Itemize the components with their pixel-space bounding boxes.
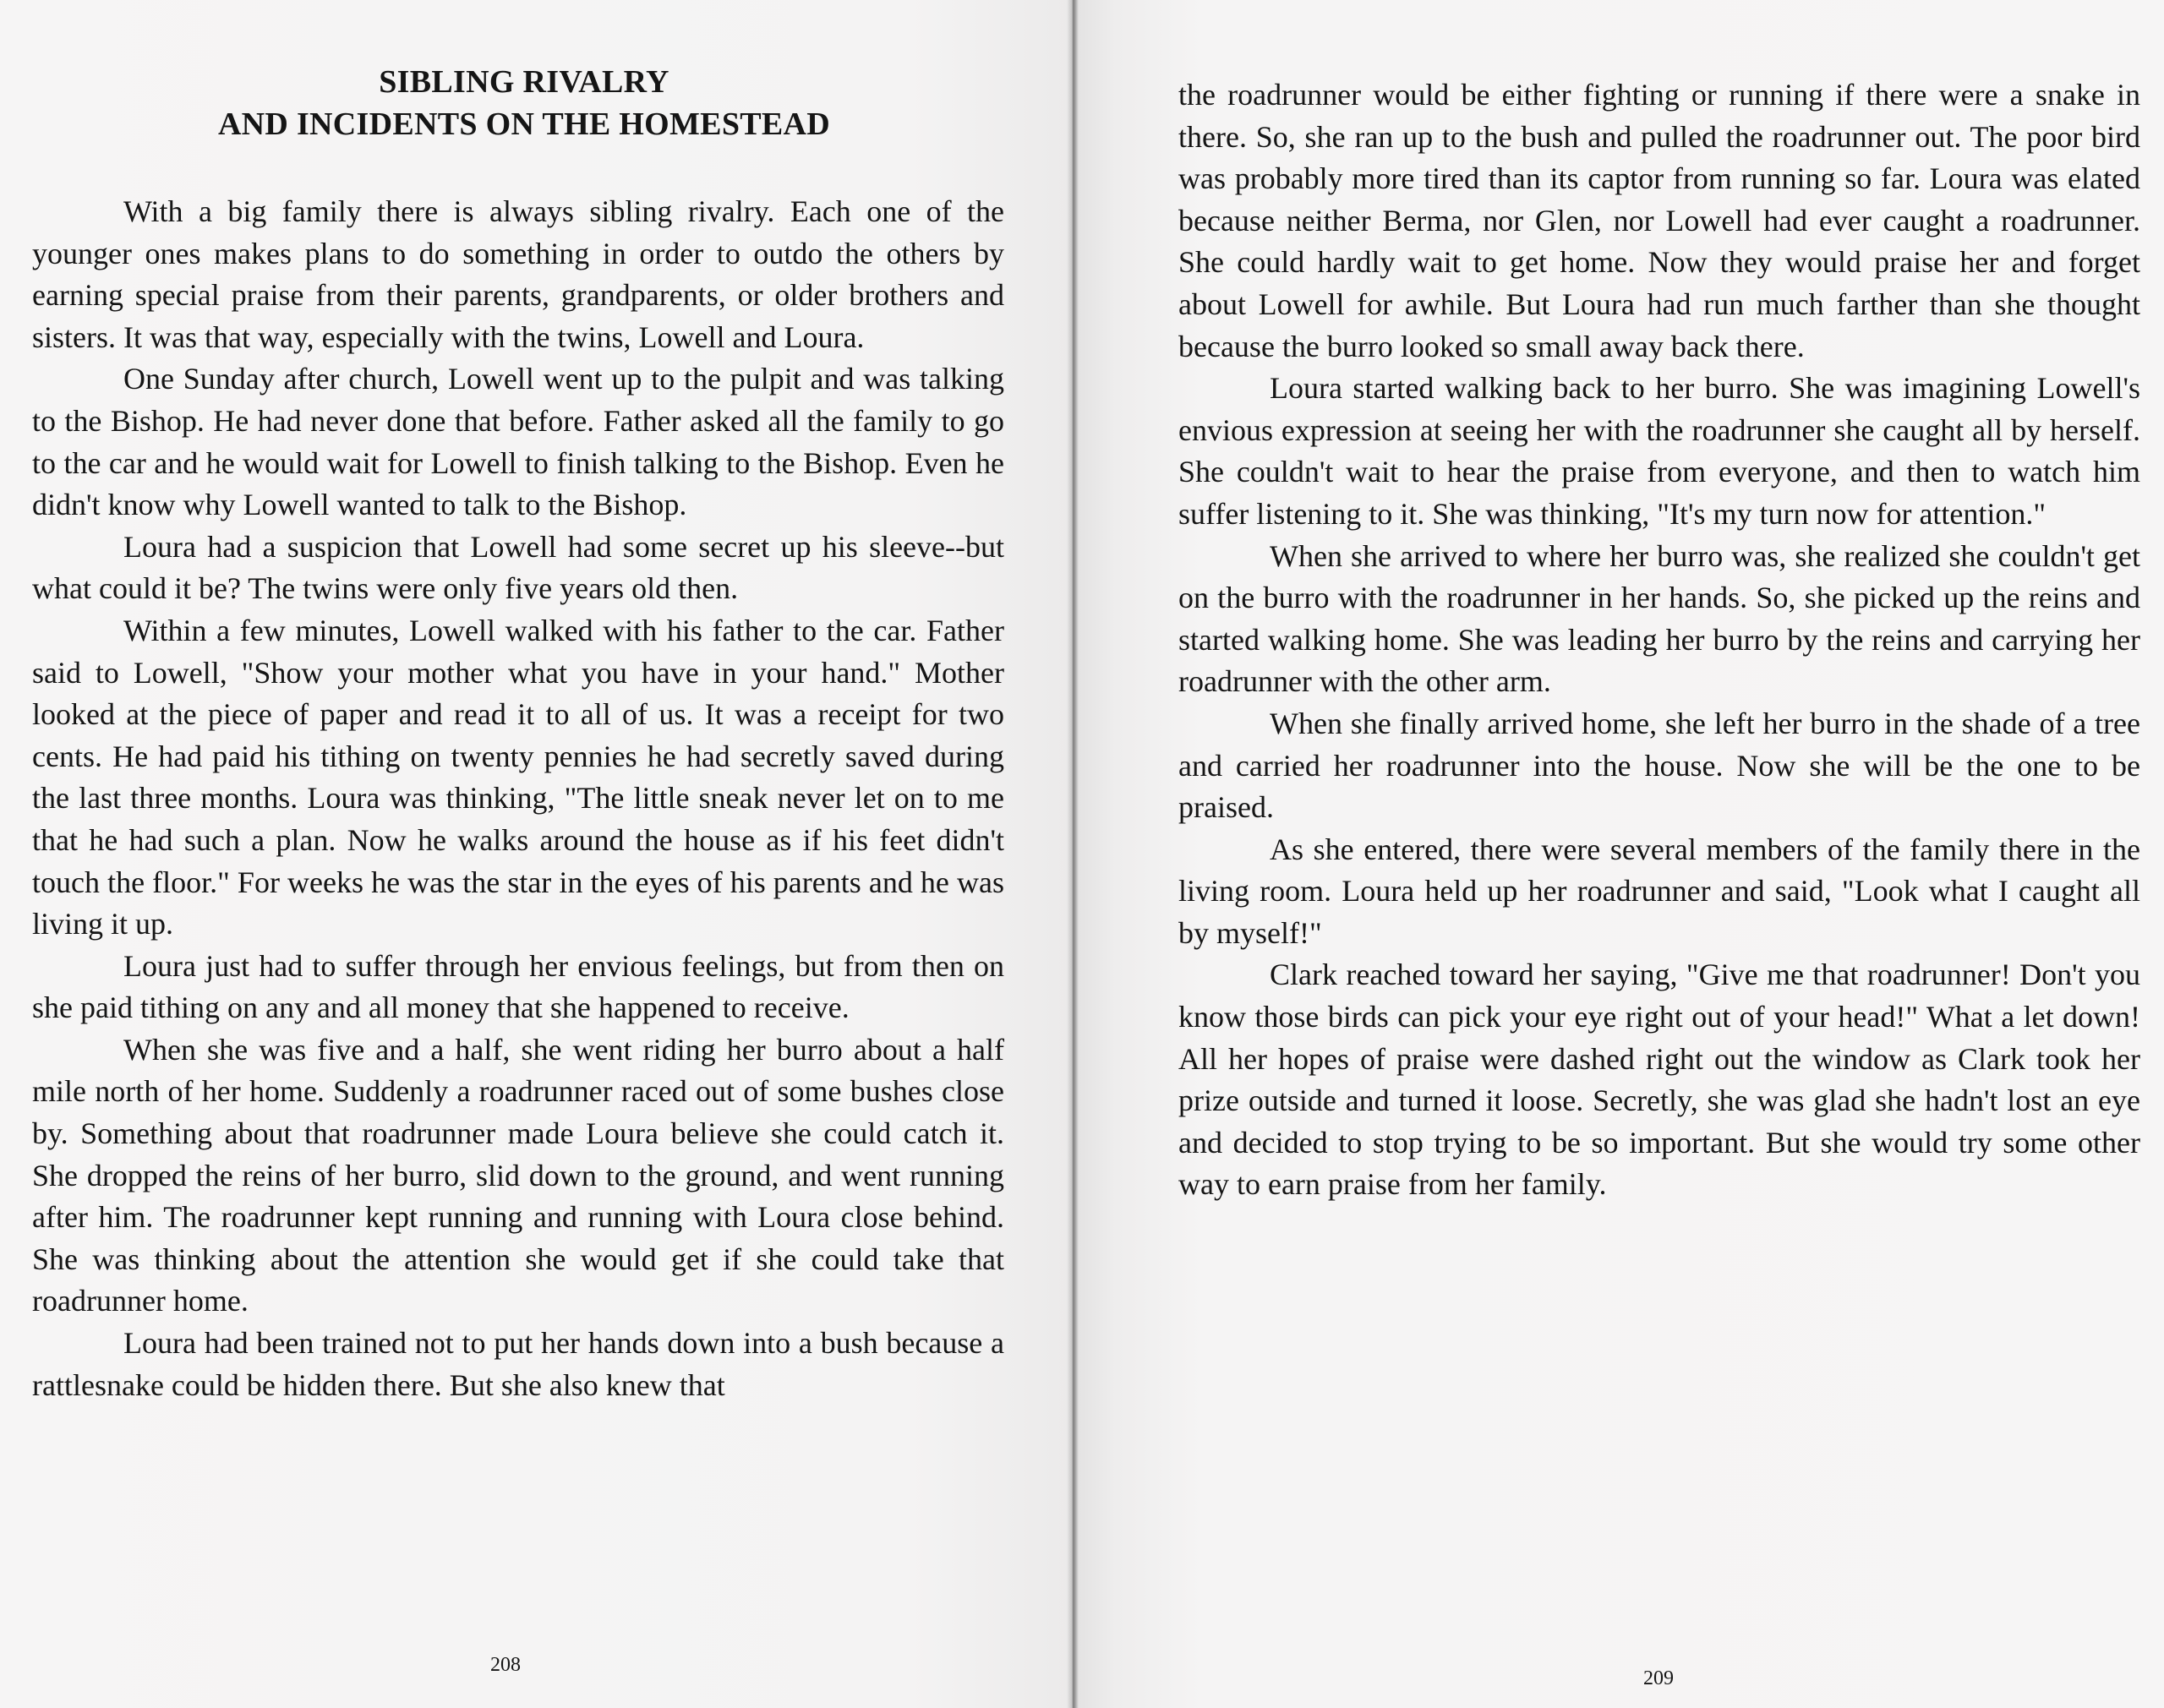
chapter-title (118, 61, 930, 145)
paragraph: Loura had been trained not to put her hands down into a bush because a rattlesnake could be hidden there. But she also knew that (32, 1326, 1004, 1402)
paragraph: When she was five and a half, she went riding her burro about a half mile north of her home. Suddenly a roadrunner raced out of some bushes close by. Something about that roadrunner made Loura believe she could catch it. She dropped the reins of her burro, slid down to the ground, and went running after him. The roadrunner kept running and running with Loura close behind. She was thinking about the attention she would get if she could take that roadrunner home. (32, 1032, 1004, 1318)
right-page-body (1178, 74, 2140, 1206)
paragraph: With a big family there is always sibling rivalry. Each one of the younger ones makes plans to do something in order to outdo the others by earning special praise from their parents, grandparents, or older brothers and sisters. It was that way, especially with the twins, Lowell and Loura. (32, 194, 1004, 354)
page-number-right: 209 (1643, 1667, 1674, 1689)
paragraph: When she finally arrived home, she left her burro in the shade of a tree and carried her roadrunner into the house. Now she will be the one to be praised. (1178, 706, 2140, 825)
paragraph: When she arrived to where her burro was, she realized she couldn't get on the burro with the roadrunner in her hands. So, she picked up the reins and started walking home. She was leading her burro by the reins and carrying her roadrunner with the other arm. (1178, 538, 2140, 699)
book-gutter (1067, 0, 1079, 1708)
paragraph: Clark reached toward her saying, "Give me that roadrunner! Don't you know those birds can pick your eye right out of your head!" What a let down! All her hopes of praise were dashed right out the window as Clark took her prize outside and turned it loose. Secretly, she was glad she hadn't lost an eye and decided to stop trying to be so important. But she would try some other way to earn praise from her family. (1178, 958, 2140, 1202)
page-number-left: 208 (490, 1654, 521, 1676)
chapter-title-line-1: SIBLING RIVALRY (379, 64, 669, 100)
paragraph: One Sunday after church, Lowell went up to the pulpit and was talking to the Bishop. He had never done that before. Father asked all the family to go to the car and he would wait for Lowell to finish talking to the Bishop. Even he didn't know why Lowell wanted to talk to the Bishop. (32, 362, 1004, 522)
paragraph: Within a few minutes, Lowell walked with his father to the car. Father said to Lowell, "Show your mother what you have in your hand." Mother looked at the piece of paper and read it to all of us. It was a receipt for two cents. He had paid his tithing on twenty pennies he had secretly saved during the last three months. Loura was thinking, "The little sneak never let on to me that he had such a plan. Now he walks around the house as if his feet didn't touch the floor." For weeks he was the star in the eyes of his parents and he was living it up. (32, 613, 1004, 941)
paragraph: the roadrunner would be either fighting or running if there were a snake in there. So, she ran up to the bush and pulled the roadrunner out. The poor bird was probably more tired than its captor from running so far. Loura was elated because neither Berma, nor Glen, nor Lowell had ever caught a roadrunner. She could hardly wait to get home. Now they would praise her and forget about Lowell for awhile. But Loura had run much farther than she thought because the burro looked so small away back there. (1178, 78, 2140, 363)
left-page-body (32, 191, 1004, 1406)
chapter-title-line-2: AND INCIDENTS ON THE HOMESTEAD (217, 106, 831, 142)
paragraph: Loura just had to suffer through her envious feelings, but from then on she paid tithing on any and all money that she happened to receive. (32, 948, 1004, 1025)
paragraph: Loura started walking back to her burro. She was imagining Lowell's envious expression at seeing her with the roadrunner she caught all by herself. She couldn't wait to hear the praise from everyone, and then to watch him suffer listening to it. She was thinking, "It's my turn now for attention." (1178, 371, 2140, 531)
paragraph: Loura had a suspicion that Lowell had some secret up his sleeve--but what could it be? The twins were only five years old then. (32, 529, 1004, 606)
paragraph: As she entered, there were several members of the family there in the living room. Loura held up her roadrunner and said, "Look what I caught all by myself!" (1178, 832, 2140, 950)
